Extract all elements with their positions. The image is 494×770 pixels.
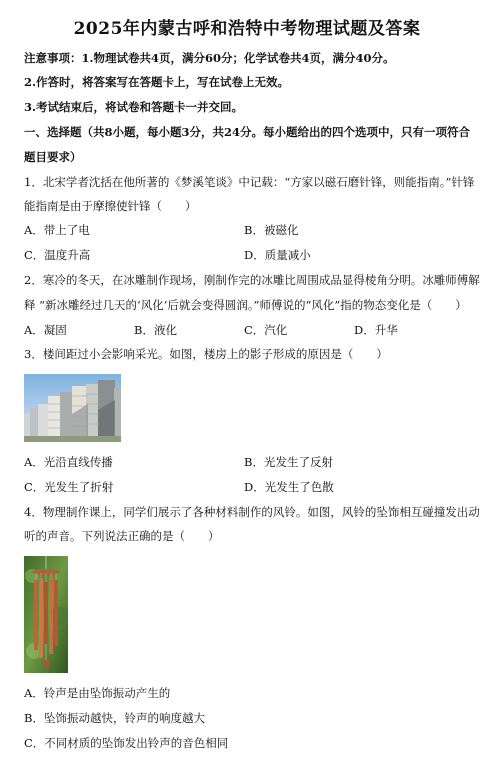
question-4-text-cont: 听的声音。下列说法正确的是（ ） bbox=[24, 529, 220, 543]
q4-option-a: A．铃声是由坠饰振动产生的 bbox=[24, 686, 171, 700]
q1-option-a: A．带上了电 bbox=[24, 223, 90, 237]
q2-option-a: A．凝固 bbox=[24, 323, 67, 337]
q2-option-b: B．液化 bbox=[134, 323, 177, 337]
question-3-text: 3．楼间距过小会影响采光。如图，楼房上的影子形成的原因是（ ） bbox=[24, 347, 388, 361]
q2-option-c: C．汽化 bbox=[244, 323, 288, 337]
q1-option-c: C．温度升高 bbox=[24, 248, 91, 262]
page-title: 2025年内蒙古呼和浩特中考物理试题及答案 bbox=[73, 19, 421, 39]
question-4-text: 4．物理制作课上，同学们展示了各种材料制作的风铃。如图，风铃的坠饰相互碰撞发出动 bbox=[24, 505, 480, 519]
question-2-text-cont: 释 “新冰雕经过几天的‘风化’后就会变得圆润。”师傅说的“风化”指的物态变化是（ ） bbox=[24, 298, 467, 312]
q3-option-d: D．光发生了色散 bbox=[244, 480, 334, 494]
q1-option-d: D．质量减小 bbox=[244, 248, 311, 262]
q3-option-c: C．光发生了折射 bbox=[24, 480, 114, 494]
notice-line-2: 2.作答时，将答案写在答题卡上，写在试卷上无效。 bbox=[24, 75, 290, 89]
question-1-text: 1．北宋学者沈括在他所著的《梦溪笔谈》中记载：“方家以磁石磨针锋，则能指南。”针锋 bbox=[24, 175, 475, 189]
q2-option-d: D．升华 bbox=[354, 323, 398, 337]
question-1-text-cont: 能指南是由于摩擦使针锋（ ） bbox=[24, 199, 197, 213]
q1-option-b: B．被磁化 bbox=[244, 223, 299, 237]
q3-option-b: B．光发生了反射 bbox=[244, 455, 333, 469]
q4-option-b: B．坠饰振动越快，铃声的响度越大 bbox=[24, 711, 205, 725]
q3-option-a: A．光沿直线传播 bbox=[24, 455, 113, 469]
question-2-text: 2．寒冷的冬天，在冰雕制作现场，刚制作完的冰雕比周围成品显得棱角分明。冰雕师傅解 bbox=[24, 273, 480, 287]
section-heading: 一、选择题（共8小题，每小题3分，共24分。每小题给出的四个选项中，只有一项符合 bbox=[24, 125, 471, 139]
wind-chime-photo bbox=[24, 556, 68, 673]
q4-option-c: C．不同材质的坠饰发出铃声的音色相同 bbox=[24, 736, 229, 750]
notice-line-3: 3.考试结束后，将试卷和答题卡一并交回。 bbox=[24, 100, 244, 114]
section-heading-cont: 题目要求） bbox=[24, 150, 82, 164]
notice-line-1: 注意事项：1.物理试卷共4页，满分60分；化学试卷共4页，满分40分。 bbox=[24, 51, 395, 65]
building-shadow-photo bbox=[24, 374, 121, 442]
